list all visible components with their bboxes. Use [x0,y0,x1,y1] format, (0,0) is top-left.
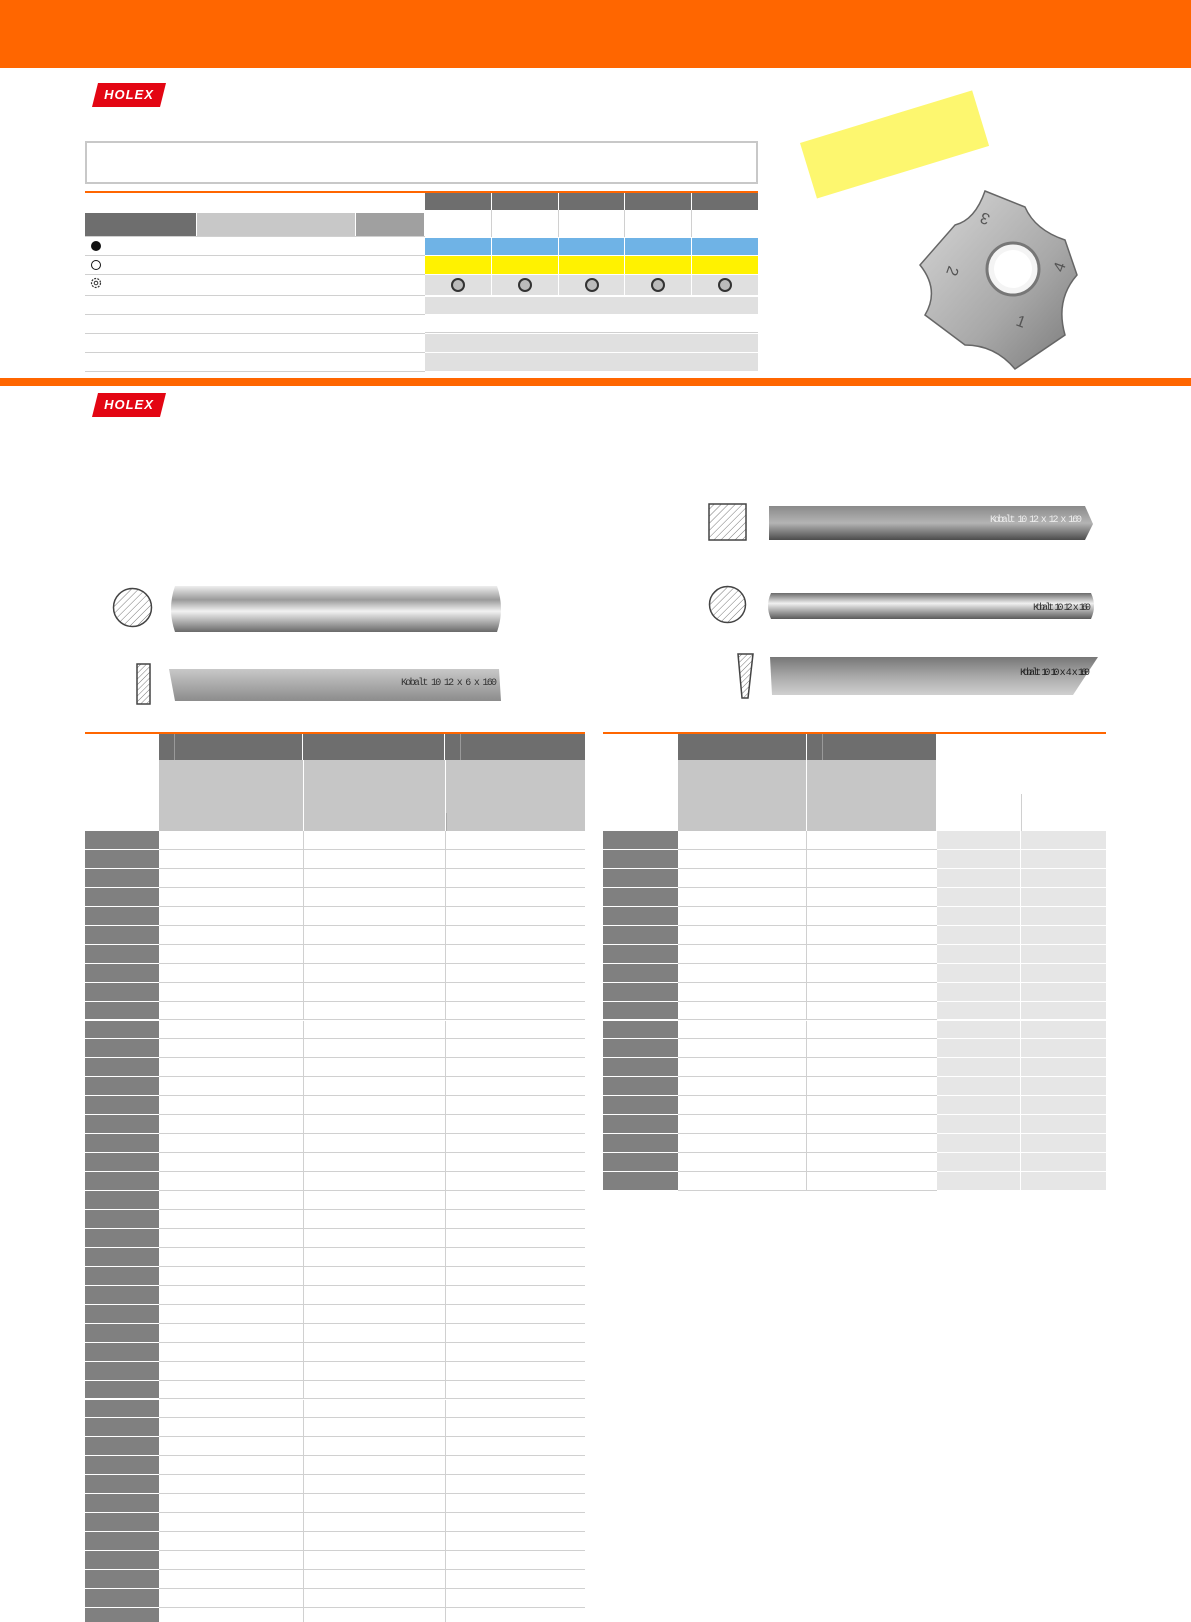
corner-label: 3 [978,208,993,228]
gray-row [425,334,758,352]
table-row [85,1305,585,1324]
table-row [603,964,1106,983]
logo-text: HOLEX [104,397,154,412]
gray-row [425,297,758,314]
round-section-icon [708,585,747,624]
tapered-bar-image [768,655,1100,697]
table-row [85,1210,585,1229]
thin-round-bar-image [765,591,1097,621]
table-row [85,1418,585,1437]
table-row [85,907,585,926]
table-row [85,1002,585,1021]
table-row [85,945,585,964]
table-row [85,1513,585,1532]
table-row [603,1002,1106,1021]
bar-caption: Kobalt 10 12 x 12 x 160 [990,515,1082,526]
insert-column-headers [425,193,758,210]
table-row [85,1115,585,1134]
column-header [625,193,691,210]
table-row [603,1134,1106,1153]
table-row [85,1096,585,1115]
table-row [85,1248,585,1267]
table-row [603,1153,1106,1172]
white-row [425,315,758,333]
square-section-icon [708,503,747,541]
table-row [85,1400,585,1419]
table-row [85,1324,585,1343]
column-header [425,193,491,210]
table-row [85,1456,585,1475]
empty-circle-icon [91,260,101,270]
table-row [85,1589,585,1608]
table-row [603,1021,1106,1040]
table-row [603,907,1106,926]
bar-caption: Kobalt 10 12 x 160 [1033,603,1091,614]
table-row [85,869,585,888]
bar-caption: Kobalt 10 10 x 4 x 160 [1020,668,1090,679]
table-row [85,1058,585,1077]
table-row [85,926,585,945]
table-row [85,1021,585,1040]
insert-column-subheaders [425,210,758,237]
table-row [85,1191,585,1210]
table-row [603,1096,1106,1115]
table-row [603,1077,1106,1096]
table-row [603,1172,1106,1191]
corner-label: 1 [1013,312,1028,332]
bar-caption: Kobalt 10 12 x 6 x 160 [401,678,497,689]
holex-logo [92,393,166,417]
highlight-note [800,90,989,198]
blue-row [425,238,758,255]
legend-header-dark [85,213,196,236]
table-row [85,1343,585,1362]
yellow-row [425,256,758,274]
marker-circle-icon [718,278,732,292]
filled-circle-icon [91,241,101,251]
table-row [85,1570,585,1589]
table-row [85,1437,585,1456]
left-table-header-row [159,734,585,760]
section-separator [0,378,1191,386]
table-row [85,1267,585,1286]
table-row [603,869,1106,888]
table-row [85,1229,585,1248]
holex-logo [92,83,166,107]
logo-text: HOLEX [104,87,154,102]
column-header [692,193,758,210]
column-header [559,193,625,210]
corner-label: 2 [942,263,962,278]
table-row [85,1608,585,1622]
table-row [603,1039,1106,1058]
table-row [603,850,1106,869]
table-row [85,964,585,983]
rect-section-icon [136,663,151,705]
column-header [492,193,558,210]
table-row [603,983,1106,1002]
table-row [85,1077,585,1096]
table-row [85,1362,585,1381]
table-row [85,1134,585,1153]
table-row [85,1172,585,1191]
table-row [603,1115,1106,1134]
table-row [85,1286,585,1305]
insert-image [915,185,1095,375]
table-row [85,888,585,907]
marker-circle-icon [651,278,665,292]
tapered-section-icon [737,653,754,699]
right-table-subheader [678,760,936,831]
table-row [85,1532,585,1551]
product-title-box [85,141,758,184]
marker-circle-icon [585,278,599,292]
table-row [85,1039,585,1058]
table-row [85,1475,585,1494]
round-section-icon [112,587,153,628]
marker-row [425,275,758,295]
marker-circle-icon [518,278,532,292]
table-row [85,1551,585,1570]
gear-icon [89,276,103,290]
flat-bar-image [169,667,503,705]
top-orange-bar [0,0,1191,68]
legend-header-light [197,213,355,236]
corner-label: 4 [1050,260,1070,275]
table-row [85,1494,585,1513]
table-row [603,888,1106,907]
table-row [603,945,1106,964]
table-row [603,831,1106,850]
round-bar-image [167,584,505,634]
legend-header-mid [356,213,424,236]
gray-row [425,353,758,371]
table-row [85,831,585,850]
table-row [85,1381,585,1400]
right-table-header-row [678,734,936,760]
table-row [85,1153,585,1172]
table-row [85,983,585,1002]
table-row [85,850,585,869]
marker-circle-icon [451,278,465,292]
square-bar-image [765,504,1095,542]
table-row [603,1058,1106,1077]
left-table-subheader [159,760,585,831]
table-row [603,926,1106,945]
